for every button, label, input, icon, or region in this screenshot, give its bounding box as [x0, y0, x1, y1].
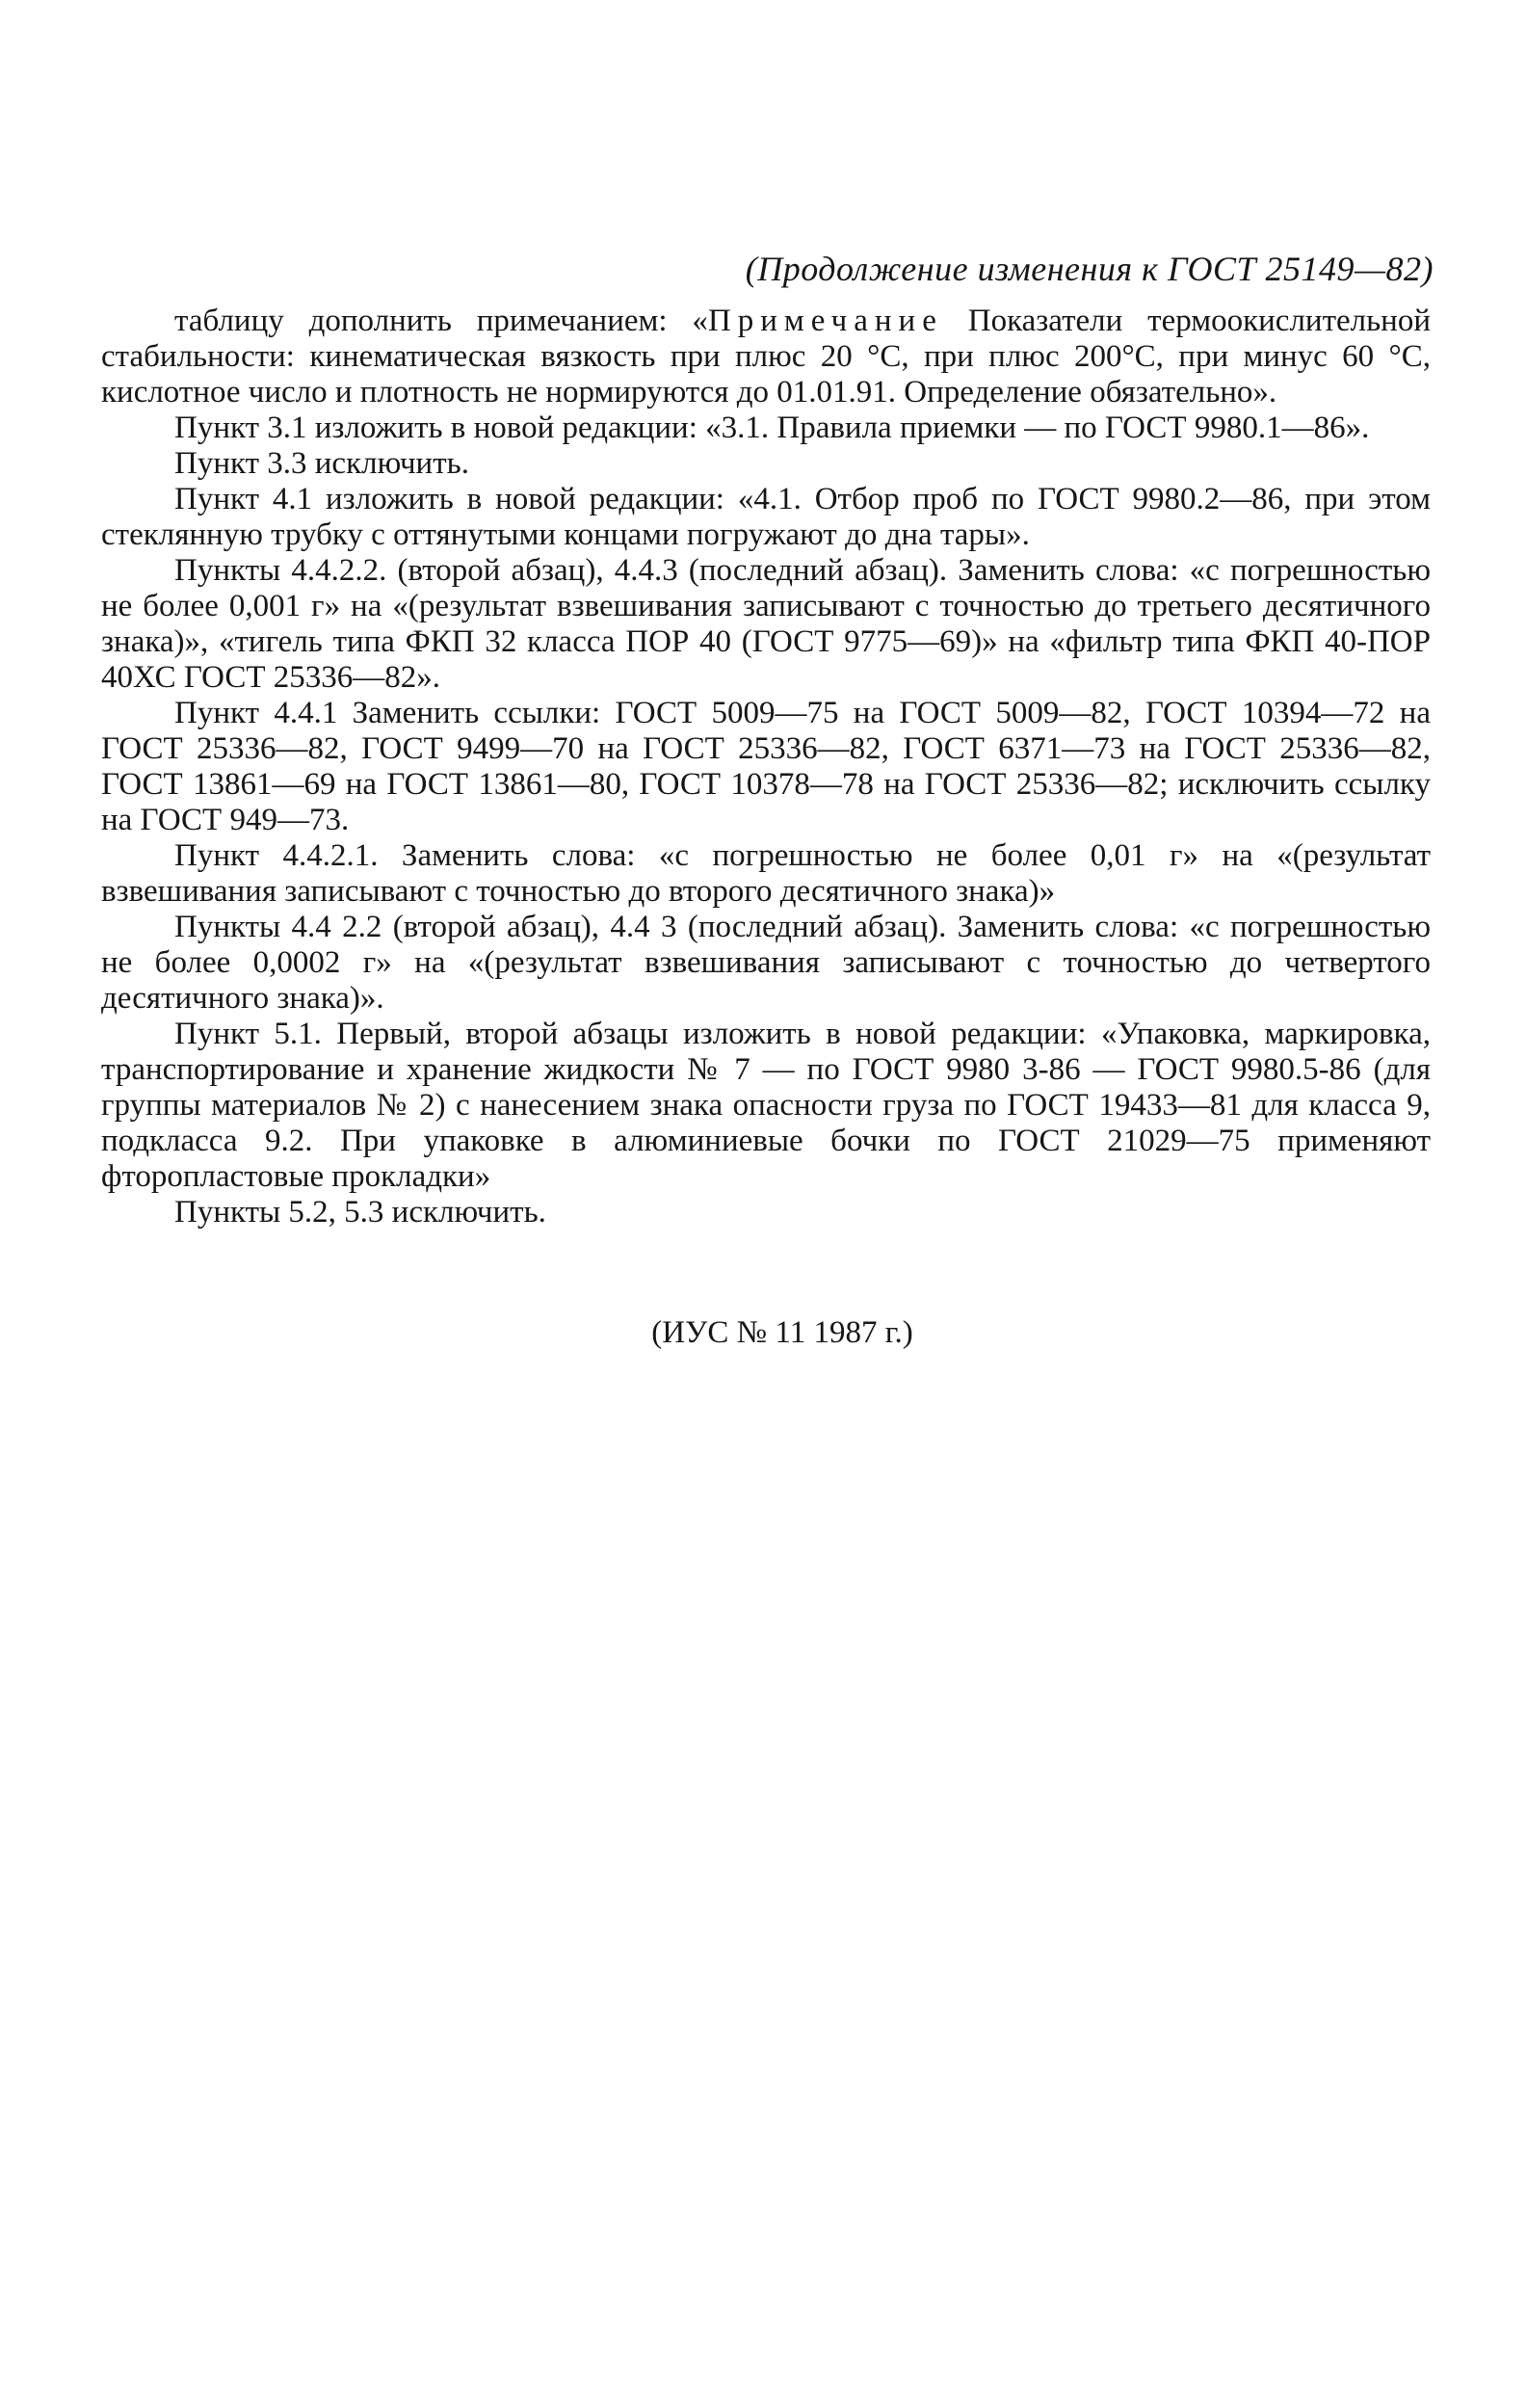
paragraph-text: Показатели термоокислительной стабильности: кинематическая вязкость при плюс 20 °С, при плюс 200°С, при минус 60 °С, кислотное число и плотность не нормируются до 01.01.91. Определение обязательно».	[101, 304, 1431, 410]
paragraph-items-4-4-2-2-and-4-4-3: Пункты 4.4 2.2 (второй абзац), 4.4 3 (последний абзац). Заменить слова: «с погрешностью не более 0,0002 г» на «(результат взвешивания записывают с точностью до четвертого десятичного знака)».	[101, 910, 1431, 1016]
paragraph-item-4-4-1: Пункт 4.4.1 Заменить ссылки: ГОСТ 5009—75 на ГОСТ 5009—82, ГОСТ 10394—72 на ГОСТ 25336—82, ГОСТ 9499—70 на ГОСТ 25336—82, ГОСТ 6371—73 на ГОСТ 25336—82, ГОСТ 13861—69 на ГОСТ 13861—80, ГОСТ 10378—78 на ГОСТ 25336—82; исключить ссылку на ГОСТ 949—73.	[101, 696, 1431, 837]
publication-source: (ИУС № 11 1987 г.)	[651, 1315, 913, 1350]
paragraph-item-3-1: Пункт 3.1 изложить в новой редакции: «3.1. Правила приемки — по ГОСТ 9980.1—86».	[174, 410, 1370, 445]
amendment-body	[101, 304, 1431, 1230]
paragraph-table-note	[101, 304, 1431, 410]
paragraph-item-5-1: Пункт 5.1. Первый, второй абзацы изложить в новой редакции: «Упаковка, маркировка, транспортирование и хранение жидкости № 7 — по ГОСТ 9980 3-86 — ГОСТ 9980.5-86 (для группы материалов № 2) с нанесением знака опасности груза по ГОСТ 19433—81 для класса 9, подкласса 9.2. При упаковке в алюминиевые бочки по ГОСТ 21029—75 применяют фторопластовые прокладки»	[101, 1017, 1431, 1194]
paragraph-item-3-3: Пункт 3.3 исключить.	[174, 446, 469, 481]
paragraph-item-4-4-2-2: Пункты 4.4.2.2. (второй абзац), 4.4.3 (последний абзац). Заменить слова: «с погрешностью не более 0,001 г» на «(результат взвешивания записывают с точностью до третьего десятичного знака)», «тигель типа ФКП 32 класса ПОР 40 (ГОСТ 9775—69)» на «фильтр типа ФКП 40-ПОР 40ХС ГОСТ 25336—82».	[101, 553, 1431, 695]
note-label: Примечание	[707, 304, 943, 338]
paragraph-text: таблицу дополнить примечанием: «	[174, 304, 708, 338]
continuation-header: (Продолжение изменения к ГОСТ 25149—82)	[745, 250, 1434, 288]
paragraph-item-4-1: Пункт 4.1 изложить в новой редакции: «4.1. Отбор проб по ГОСТ 9980.2—86, при этом стеклянную трубку с оттянутыми концами погружают до дна тары».	[101, 482, 1431, 552]
paragraph-items-5-2-5-3: Пункты 5.2, 5.3 исключить.	[174, 1195, 546, 1230]
paragraph-item-4-4-2-1: Пункт 4.4.2.1. Заменить слова: «с погрешностью не более 0,01 г» на «(результат взвешивания записывают с точностью до второго десятичного знака)»	[101, 838, 1431, 909]
